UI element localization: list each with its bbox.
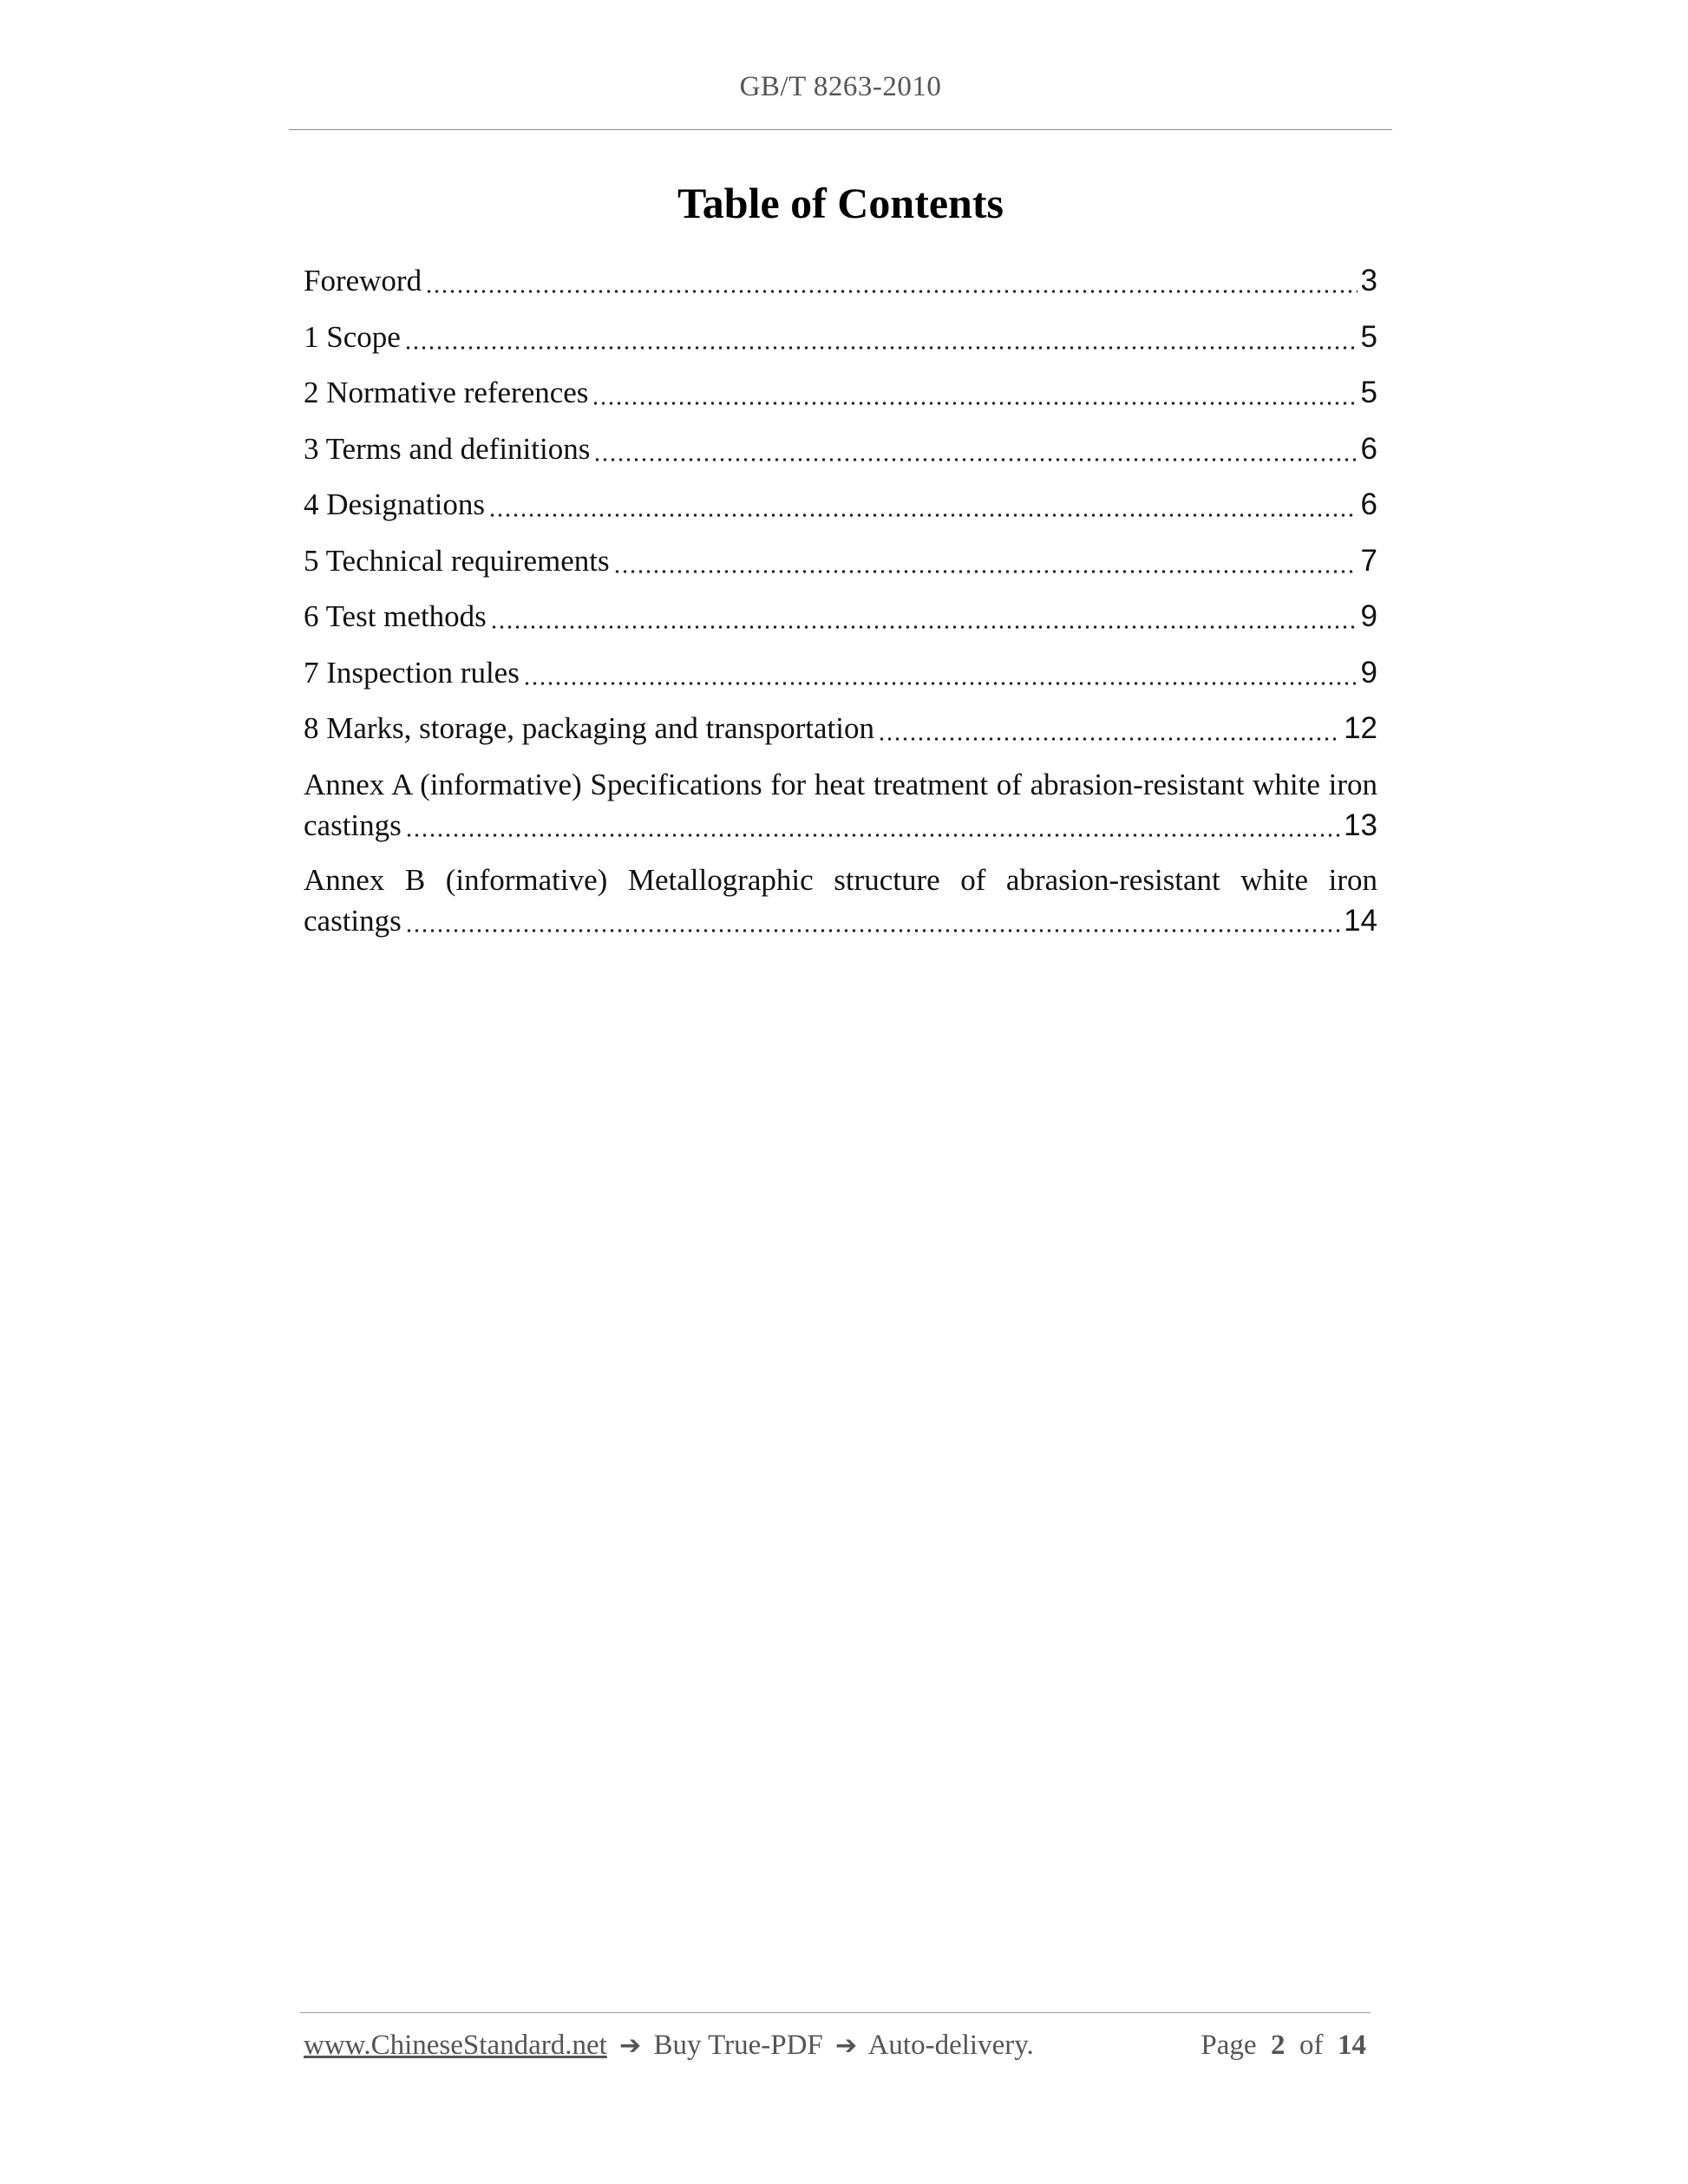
toc-entry-marks-storage-packaging[interactable] xyxy=(304,708,1377,749)
toc-entry-label: 8 Marks, storage, packaging and transportation xyxy=(304,711,875,745)
toc-entry-label: Annex B (informative) Metallographic structure of abrasion-resistant white iron xyxy=(304,863,1377,897)
toc-entry-annex-b[interactable] xyxy=(304,860,1377,941)
toc-entry-label: 7 Inspection rules xyxy=(304,655,520,690)
dot-leader xyxy=(488,513,1358,517)
dot-leader xyxy=(405,929,1340,932)
toc-entry-page: 14 xyxy=(1344,904,1377,938)
toc-title: Table of Contents xyxy=(677,179,1004,227)
toc-entry-foreword[interactable] xyxy=(304,260,1377,302)
right-arrow-icon: ➔ xyxy=(619,2030,642,2061)
footer-step-buy: Buy True-PDF xyxy=(653,2030,823,2061)
toc-entry-terms-and-definitions[interactable] xyxy=(304,428,1377,470)
toc-entry-normative-references[interactable] xyxy=(304,372,1377,414)
running-header: GB/T 8263-2010 xyxy=(739,71,942,102)
toc-entry-label: 3 Terms and definitions xyxy=(304,431,591,466)
website-link[interactable]: www.ChineseStandard.net xyxy=(304,2030,607,2061)
toc-entry-page: 9 xyxy=(1360,599,1377,633)
page-total: 14 xyxy=(1338,2030,1366,2061)
toc-list xyxy=(304,260,1377,956)
toc-entry-page: 6 xyxy=(1360,431,1377,466)
page-current: 2 xyxy=(1271,2030,1286,2061)
dot-leader xyxy=(523,682,1358,685)
toc-entry-inspection-rules[interactable] xyxy=(304,652,1377,694)
toc-entry-label: 4 Designations xyxy=(304,487,486,521)
toc-entry-page: 3 xyxy=(1360,264,1377,298)
footer-promo xyxy=(304,2030,1034,2062)
toc-entry-label-continued: castings xyxy=(304,808,402,842)
toc-entry-label: 2 Normative references xyxy=(304,376,589,409)
toc-entry-continuation xyxy=(304,805,1377,846)
dot-leader xyxy=(613,570,1358,573)
toc-entry-page: 5 xyxy=(1360,376,1377,409)
toc-entry-label: Foreword xyxy=(304,264,422,298)
page-number xyxy=(1201,2030,1366,2062)
toc-entry-test-methods[interactable] xyxy=(304,596,1377,638)
footer-step-delivery: Auto-delivery. xyxy=(867,2030,1034,2061)
toc-entry-label: 1 Scope xyxy=(304,319,401,354)
dot-leader xyxy=(593,458,1357,461)
toc-entry-technical-requirements[interactable] xyxy=(304,540,1377,582)
toc-entry-page: 12 xyxy=(1344,711,1377,745)
dot-leader xyxy=(405,834,1340,837)
toc-entry-page: 13 xyxy=(1344,808,1377,842)
toc-entry-label: 6 Test methods xyxy=(304,599,487,633)
toc-entry-page: 9 xyxy=(1360,655,1377,690)
toc-entry-scope[interactable] xyxy=(304,317,1377,358)
page-label: Page xyxy=(1201,2030,1257,2061)
toc-entry-page: 7 xyxy=(1360,543,1377,578)
header-divider xyxy=(289,129,1392,130)
dot-leader xyxy=(878,737,1340,741)
dot-leader xyxy=(490,625,1358,629)
toc-entry-label: Annex A (informative) Specifications for heat treatment of abrasion-resistant white iron xyxy=(304,767,1377,801)
toc-entry-annex-a[interactable] xyxy=(304,764,1377,846)
toc-entry-label-continued: castings xyxy=(304,904,402,938)
page-of-label: of xyxy=(1299,2030,1324,2061)
toc-entry-page: 5 xyxy=(1360,319,1377,354)
right-arrow-icon: ➔ xyxy=(835,2030,858,2061)
dot-leader xyxy=(425,290,1357,293)
toc-entry-designations[interactable] xyxy=(304,484,1377,526)
toc-entry-continuation xyxy=(304,900,1377,941)
toc-entry-page: 6 xyxy=(1360,487,1377,521)
dot-leader xyxy=(592,402,1357,405)
footer-divider xyxy=(300,2012,1371,2013)
dot-leader xyxy=(404,346,1358,350)
toc-entry-label: 5 Technical requirements xyxy=(304,543,610,578)
page-footer xyxy=(304,2030,1366,2073)
